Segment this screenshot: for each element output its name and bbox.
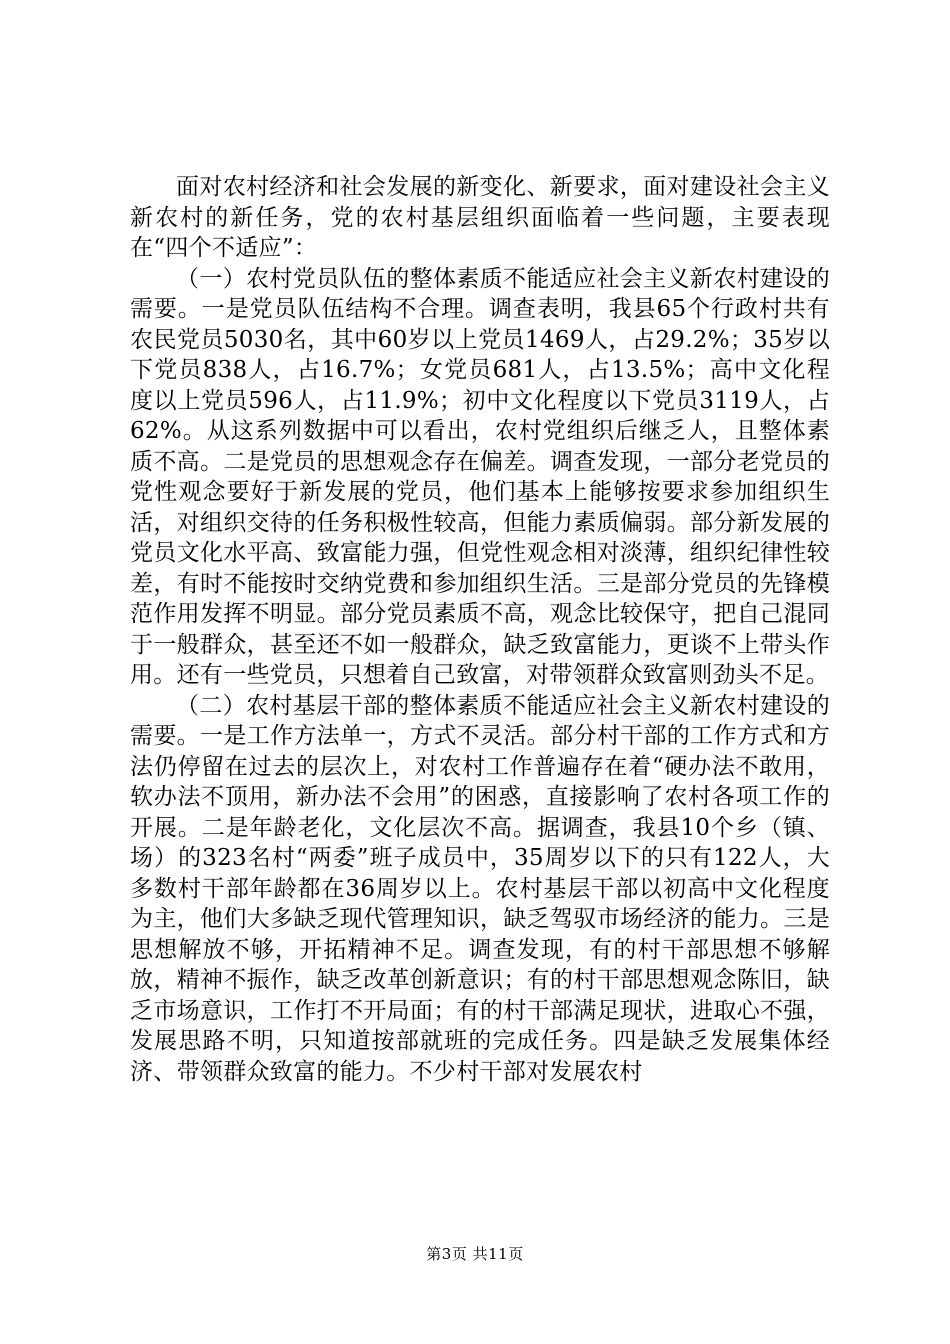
paragraph-party-members: （一）农村党员队伍的整体素质不能适应社会主义新农村建设的需要。一是党员队伍结构不合理。调查表明，我县65个行政村共有农民党员5030名，其中60岁以上党员1469人，占29.2%；35岁以下党员838人，占16.7%；女党员681人，占13.5%；高中文化程度以上党员596人，占11.9%；初中文化程度以下党员3119人，占62%。从这系列数据中可以看出，农村党组织后继乏人，且整体素质不高。二是党员的思想观念存在偏差。调查发现，一部分老党员的党性观念要好于新发展的党员，他们基本上能够按要求参加组织生活，对组织交待的任务积极性较高，但能力素质偏弱。部分新发展的党员文化水平高、致富能力强，但党性观念相对淡薄，组织纪律性较差，有时不能按时交纳党费和参加组织生活。三是部分党员的先锋模范作用发挥不明显。部分党员素质不高，观念比较保守，把自己混同于一般群众，甚至还不如一般群众，缺乏致富能力，更谈不上带头作用。还有一些党员，只想着自己致富，对带领群众致富则劲头不足。 [130, 265, 830, 688]
paragraph-intro: 面对农村经济和社会发展的新变化、新要求，面对建设社会主义新农村的新任务，党的农村基层组织面临着一些问题，主要表现在“四个不适应”： [130, 174, 830, 261]
document-body [130, 172, 830, 1087]
paragraph-village-cadres: （二）农村基层干部的整体素质不能适应社会主义新农村建设的需要。一是工作方法单一，方式不灵活。部分村干部的工作方式和方法仍停留在过去的层次上，对农村工作普遍存在着“硬办法不敢用，软办法不顶用，新办法不会用”的困惑，直接影响了农村各项工作的开展。二是年龄老化，文化层次不高。据调查，我县10个乡（镇、场）的323名村“两委”班子成员中，35周岁以下的只有122人，大多数村干部年龄都在36周岁以上。农村基层干部以初高中文化程度为主，他们大多缺乏现代管理知识，缺乏驾驭市场经济的能力。三是思想解放不够，开拓精神不足。调查发现，有的村干部思想不够解放，精神不振作，缺乏改革创新意识；有的村干部思想观念陈旧，缺乏市场意识，工作打不开局面；有的村干部满足现状，进取心不强，发展思路不明，只知道按部就班的完成任务。四是缺乏发展集体经济、带领群众致富的能力。不少村干部对发展农村 [130, 692, 830, 1085]
page-number-footer: 第3页 共11页 [426, 1245, 524, 1263]
